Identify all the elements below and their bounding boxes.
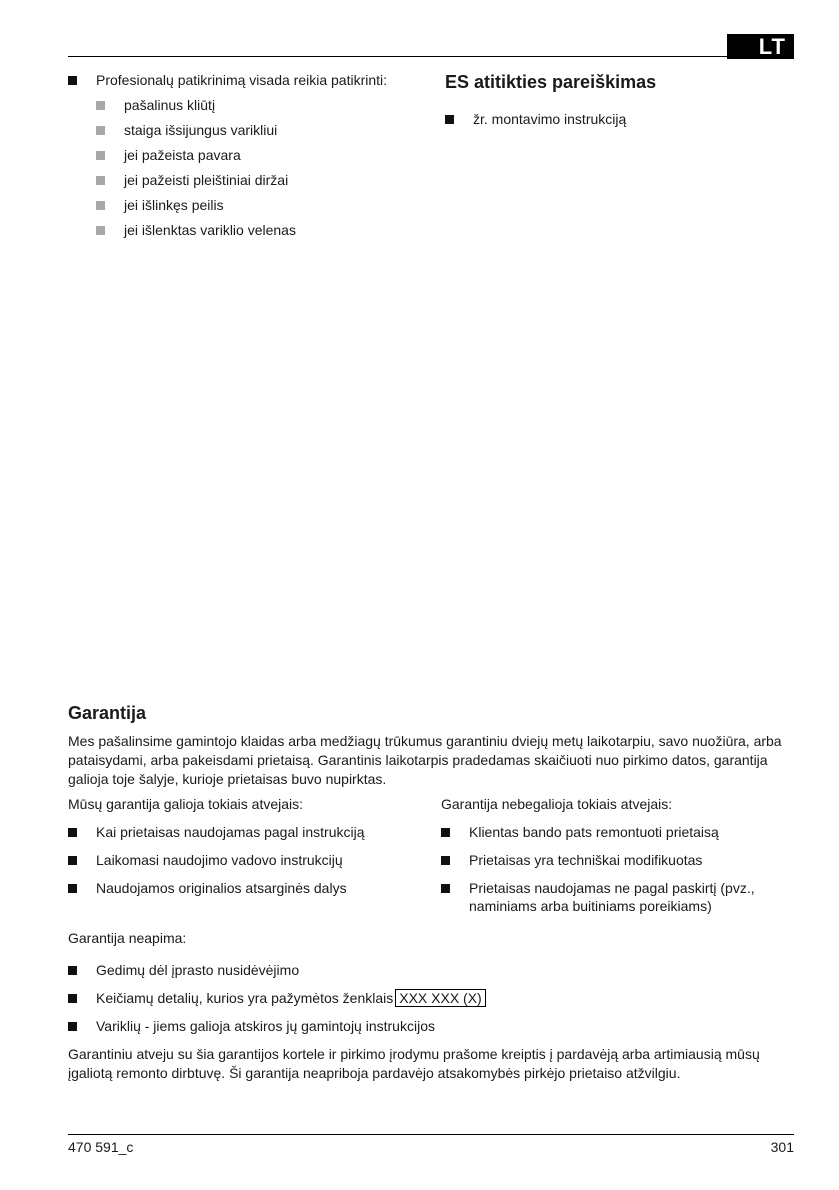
- exclusions-list: [68, 961, 794, 1035]
- square-bullet-icon: [96, 151, 105, 160]
- list-item: jei pažeista pavara: [96, 146, 408, 164]
- page-number: 301: [770, 1139, 794, 1155]
- square-bullet-icon: [68, 994, 77, 1003]
- list-item: Kai prietaisas naudojamas pagal instrukciją: [68, 823, 441, 841]
- doc-number: 470 591_c: [68, 1139, 134, 1155]
- invalid-column: [441, 795, 794, 925]
- invalid-heading: Garantija nebegalioja tokiais atvejais:: [441, 796, 673, 812]
- top-rule: [68, 56, 794, 57]
- list-item: Prietaisas yra techniškai modifikuotas: [441, 851, 794, 869]
- square-bullet-icon: [68, 856, 77, 865]
- exclusions-heading: Garantija neapima:: [68, 930, 187, 946]
- warranty-final: Garantiniu atveju su šia garantijos kortele ir pirkimo įrodymu prašome kreiptis į pardavėją arba artimiausią mūsų įgaliotą remonto dirbtuvę. Ši garantija neapriboja pardavėjo atsakomybės pirkėjo prietaiso atžvilgiu.: [68, 1046, 760, 1081]
- list-item: Prietaisas naudojamas ne pagal paskirtį (pvz., naminiams arba buitiniams poreikiams): [441, 879, 794, 915]
- language-tab: LT: [727, 34, 794, 59]
- square-bullet-icon: [68, 828, 77, 837]
- square-bullet-icon: [96, 176, 105, 185]
- square-bullet-icon: [96, 126, 105, 135]
- square-bullet-icon: [441, 884, 450, 893]
- list-item: jei pažeisti pleištiniai diržai: [96, 171, 408, 189]
- list-item: Gedimų dėl įprasto nusidėvėjimo: [68, 961, 794, 979]
- list-item: pašalinus kliūtį: [96, 96, 408, 114]
- exclusions: [68, 929, 794, 1035]
- warranty-title: Garantija: [68, 703, 147, 723]
- square-bullet-icon: [96, 226, 105, 235]
- square-bullet-icon: [445, 115, 454, 124]
- square-bullet-icon: [68, 966, 77, 975]
- square-bullet-icon: [441, 828, 450, 837]
- valid-column: [68, 795, 441, 925]
- declaration-list: [445, 110, 785, 128]
- part-code-box: XXX XXX (X): [395, 989, 485, 1007]
- invalid-list: [441, 823, 794, 915]
- list-item: staiga išsijungus varikliui: [96, 121, 408, 139]
- check-sub-list: [96, 96, 408, 239]
- square-bullet-icon: [68, 884, 77, 893]
- list-item: Keičiamų detalių, kurios yra pažymėtos ženklais XXX XXX (X): [68, 989, 794, 1007]
- square-bullet-icon: [68, 1022, 77, 1031]
- valid-heading: Mūsų garantija galioja tokiais atvejais:: [68, 796, 304, 812]
- list-item: žr. montavimo instrukciją: [445, 110, 785, 128]
- list-item: Laikomasi naudojimo vadovo instrukcijų: [68, 851, 441, 869]
- square-bullet-icon: [68, 76, 77, 85]
- list-item: Naudojamos originalios atsarginės dalys: [68, 879, 441, 897]
- warranty-columns: [68, 795, 794, 925]
- check-intro-text: Profesionalų patikrinimą visada reikia patikrinti:: [96, 72, 388, 88]
- warranty-section: [68, 703, 794, 1083]
- check-intro: [68, 71, 408, 239]
- bottom-rule: [68, 1134, 794, 1135]
- list-item: Klientas bando pats remontuoti prietaisą: [441, 823, 794, 841]
- square-bullet-icon: [441, 856, 450, 865]
- list-item: jei išlenktas variklio velenas: [96, 221, 408, 239]
- list-item: Variklių - jiems galioja atskiros jų gamintojų instrukcijos: [68, 1017, 794, 1035]
- check-list: [68, 71, 408, 246]
- valid-list: [68, 823, 441, 897]
- list-item: jei išlinkęs peilis: [96, 196, 408, 214]
- declaration-title: ES atitikties pareiškimas: [445, 72, 657, 92]
- warranty-intro: Mes pašalinsime gamintojo klaidas arba medžiagų trūkumus garantiniu dviejų metų laikotarpiu, savo nuožiūra, arba pataisydami, arba pakeisdami prietaisą. Garantinis laikotarpis pradedamas skaičiuoti nuo pirkimo datos, garantija galioja toje šalyje, kurioje prietaisas buvo nupirktas.: [68, 733, 782, 787]
- square-bullet-icon: [96, 101, 105, 110]
- square-bullet-icon: [96, 201, 105, 210]
